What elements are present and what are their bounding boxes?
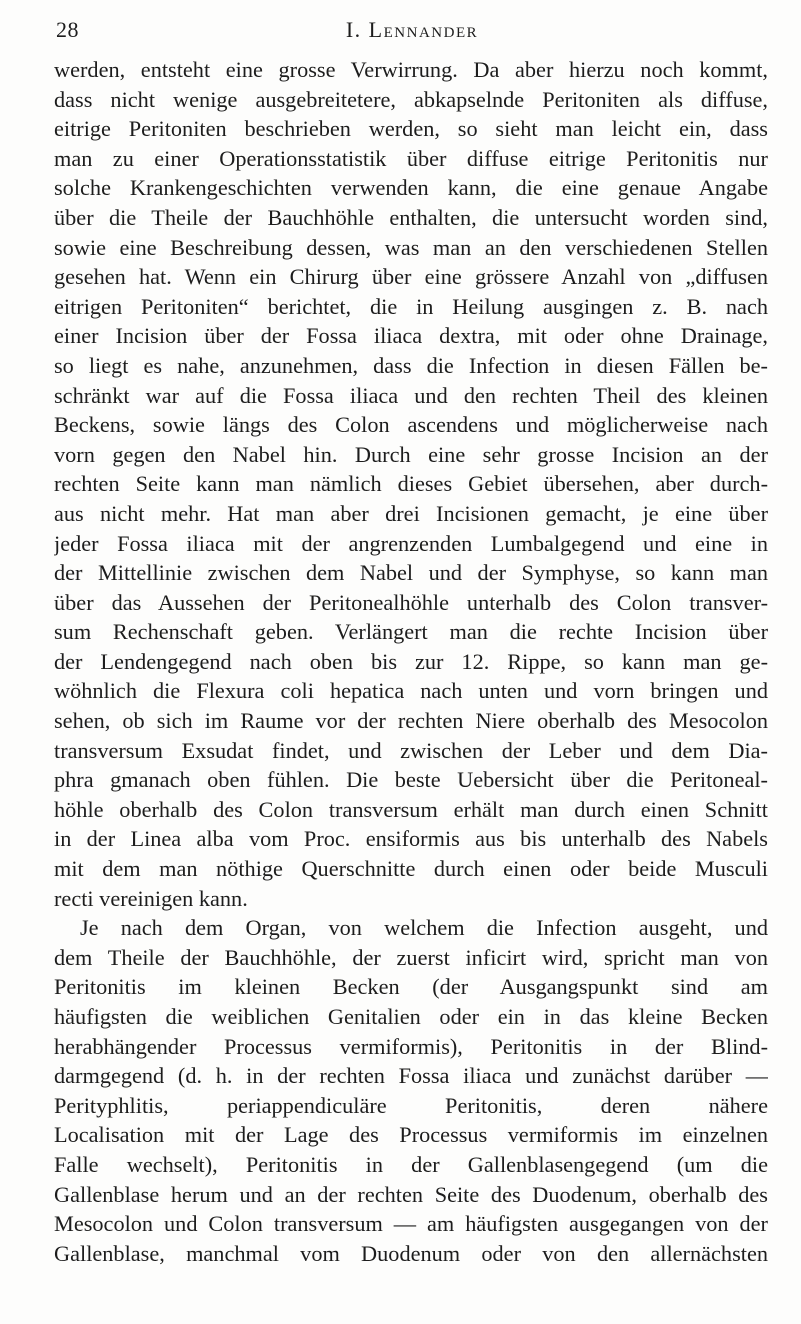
text-line: Peritonitis im kleinen Becken (der Ausgangspunkt sind am xyxy=(54,974,768,1000)
text-line: sum Rechenschaft geben. Verlängert man die rechte Incision über xyxy=(54,619,768,645)
text-line: transversum Exsudat findet, und zwischen der Leber und dem Dia- xyxy=(54,737,768,763)
text-line: Perityphlitis, periappendiculäre Peritonitis, deren nähere xyxy=(54,1092,768,1118)
text-line: dass nicht wenige ausgebreitetere, abkapselnde Peritoniten als diffuse, xyxy=(54,86,768,112)
text-line: Mesocolon und Colon transversum — am häufigsten ausgegangen von der xyxy=(54,1211,768,1237)
running-head xyxy=(56,17,768,47)
text-line: dem Theile der Bauchhöhle, der zuerst inficirt wird, spricht man von xyxy=(54,944,768,970)
text-line: eitrigen Peritoniten“ berichtet, die in Heilung ausgingen z. B. nach xyxy=(54,293,768,319)
running-title: I. Lennander xyxy=(345,17,479,42)
text-line: aus nicht mehr. Hat man aber drei Incisionen gemacht, je eine über xyxy=(54,500,768,526)
body-text xyxy=(54,55,768,1268)
text-line: so liegt es nahe, anzunehmen, dass die Infection in diesen Fällen be- xyxy=(54,352,768,378)
text-line: man zu einer Operationsstatistik über diffuse eitrige Peritonitis nur xyxy=(54,145,768,171)
text-line: darmgegend (d. h. in der rechten Fossa iliaca und zunächst darüber — xyxy=(54,1063,768,1089)
text-line: rechten Seite kann man nämlich dieses Gebiet übersehen, aber durch- xyxy=(54,471,768,497)
text-line: eitrige Peritoniten beschrieben werden, so sieht man leicht ein, dass xyxy=(54,116,768,142)
text-line: höhle oberhalb des Colon transversum erhält man durch einen Schnitt xyxy=(54,796,768,822)
text-line: mit dem man nöthige Querschnitte durch einen oder beide Musculi xyxy=(54,856,768,882)
text-line: über das Aussehen der Peritonealhöhle unterhalb des Colon transver- xyxy=(54,589,768,615)
text-line: sehen, ob sich im Raume vor der rechten Niere oberhalb des Mesocolon xyxy=(54,708,768,734)
text-line: in der Linea alba vom Proc. ensiformis aus bis unterhalb des Nabels xyxy=(54,826,768,852)
text-line: gesehen hat. Wenn ein Chirurg über eine grössere Anzahl von „diffusen xyxy=(54,264,768,290)
text-line: recti vereinigen kann. xyxy=(54,885,248,911)
text-line: Gallenblase, manchmal vom Duodenum oder von den allernächsten xyxy=(54,1240,768,1266)
text-line: wöhnlich die Flexura coli hepatica nach unten und vorn bringen und xyxy=(54,678,768,704)
text-line: phra gmanach oben fühlen. Die beste Uebersicht über die Peritoneal- xyxy=(54,767,768,793)
text-line: Beckens, sowie längs des Colon ascendens und möglicherweise nach xyxy=(54,412,768,438)
text-line: Falle wechselt), Peritonitis in der Gallenblasengegend (um die xyxy=(54,1151,768,1177)
text-line: vorn gegen den Nabel hin. Durch eine sehr grosse Incision an der xyxy=(54,441,768,467)
text-line: der Mittellinie zwischen dem Nabel und der Symphyse, so kann man xyxy=(54,560,768,586)
page-number: 28 xyxy=(56,17,79,42)
text-line: häufigsten die weiblichen Genitalien oder ein in das kleine Becken xyxy=(54,1004,768,1029)
text-line: Je nach dem Organ, von welchem die Infection ausgeht, und xyxy=(80,915,768,941)
text-line: Localisation mit der Lage des Processus vermiformis im einzelnen xyxy=(54,1122,768,1148)
text-line: einer Incision über der Fossa iliaca dextra, mit oder ohne Drainage, xyxy=(54,323,768,349)
text-line: solche Krankengeschichten verwenden kann, die eine genaue Angabe xyxy=(54,175,768,201)
text-line: sowie eine Beschreibung dessen, was man an den verschiedenen Stellen xyxy=(54,234,768,260)
text-line: schränkt war auf die Fossa iliaca und den rechten Theil des kleinen xyxy=(54,382,768,408)
text-line: über die Theile der Bauchhöhle enthalten, die untersucht worden sind, xyxy=(54,204,768,230)
text-line: der Lendengegend nach oben bis zur 12. Rippe, so kann man ge- xyxy=(54,648,768,674)
text-line: Gallenblase herum und an der rechten Seite des Duodenum, oberhalb des xyxy=(54,1181,768,1207)
text-line: herabhängender Processus vermiformis), Peritonitis in der Blind- xyxy=(54,1033,768,1059)
text-line: jeder Fossa iliaca mit der angrenzenden Lumbalgegend und eine in xyxy=(54,530,768,556)
text-line: werden, entsteht eine grosse Verwirrung. Da aber hierzu noch kommt, xyxy=(54,57,768,82)
